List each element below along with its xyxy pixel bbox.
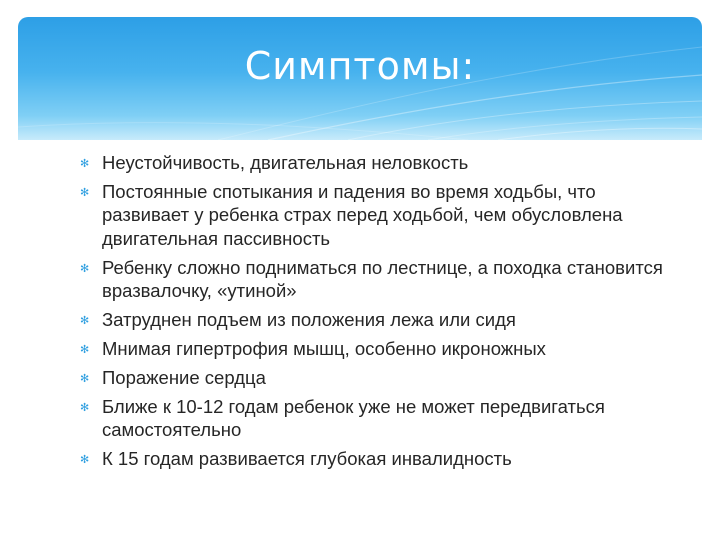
list-item-text: Неустойчивость, двигательная неловкость xyxy=(102,152,469,173)
list-item xyxy=(80,180,680,250)
symptom-list xyxy=(80,151,680,476)
list-item xyxy=(80,151,680,174)
asterisk-icon: ✻ xyxy=(80,261,90,275)
list-item-text: К 15 годам развивается глубокая инвалидность xyxy=(102,447,512,469)
list-item xyxy=(80,256,680,303)
list-item xyxy=(80,395,680,442)
slide-title: Симптомы: xyxy=(244,44,476,88)
list-item xyxy=(80,337,680,360)
asterisk-icon: ✻ xyxy=(80,342,90,356)
list-item xyxy=(80,308,680,331)
list-item-text: Ребенку сложно подниматься по лестнице, а походка становится вразвалочку, «утиной» xyxy=(102,256,663,302)
list-item-text: Ближе к 10-12 годам ребенок уже не может передвигаться самостоятельно xyxy=(102,395,605,441)
asterisk-icon: ✻ xyxy=(80,185,90,199)
asterisk-icon: ✻ xyxy=(80,313,90,327)
asterisk-icon: ✻ xyxy=(80,157,90,170)
list-item-text: Поражение сердца xyxy=(102,366,266,388)
list-item-text: Мнимая гипертрофия мышц, особенно икроножных xyxy=(102,337,546,359)
list-item xyxy=(80,447,680,470)
asterisk-icon: ✻ xyxy=(80,400,90,414)
asterisk-icon: ✻ xyxy=(80,371,90,385)
asterisk-icon: ✻ xyxy=(80,452,90,466)
list-item-text: Затруднен подъем из положения лежа или сидя xyxy=(102,308,516,330)
list-item-text: Постоянные спотыкания и падения во время ходьбы, что развивает у ребенка страх перед ходьбой, чем обусловлена двигательная пассивность xyxy=(102,180,623,249)
list-item xyxy=(80,366,680,389)
